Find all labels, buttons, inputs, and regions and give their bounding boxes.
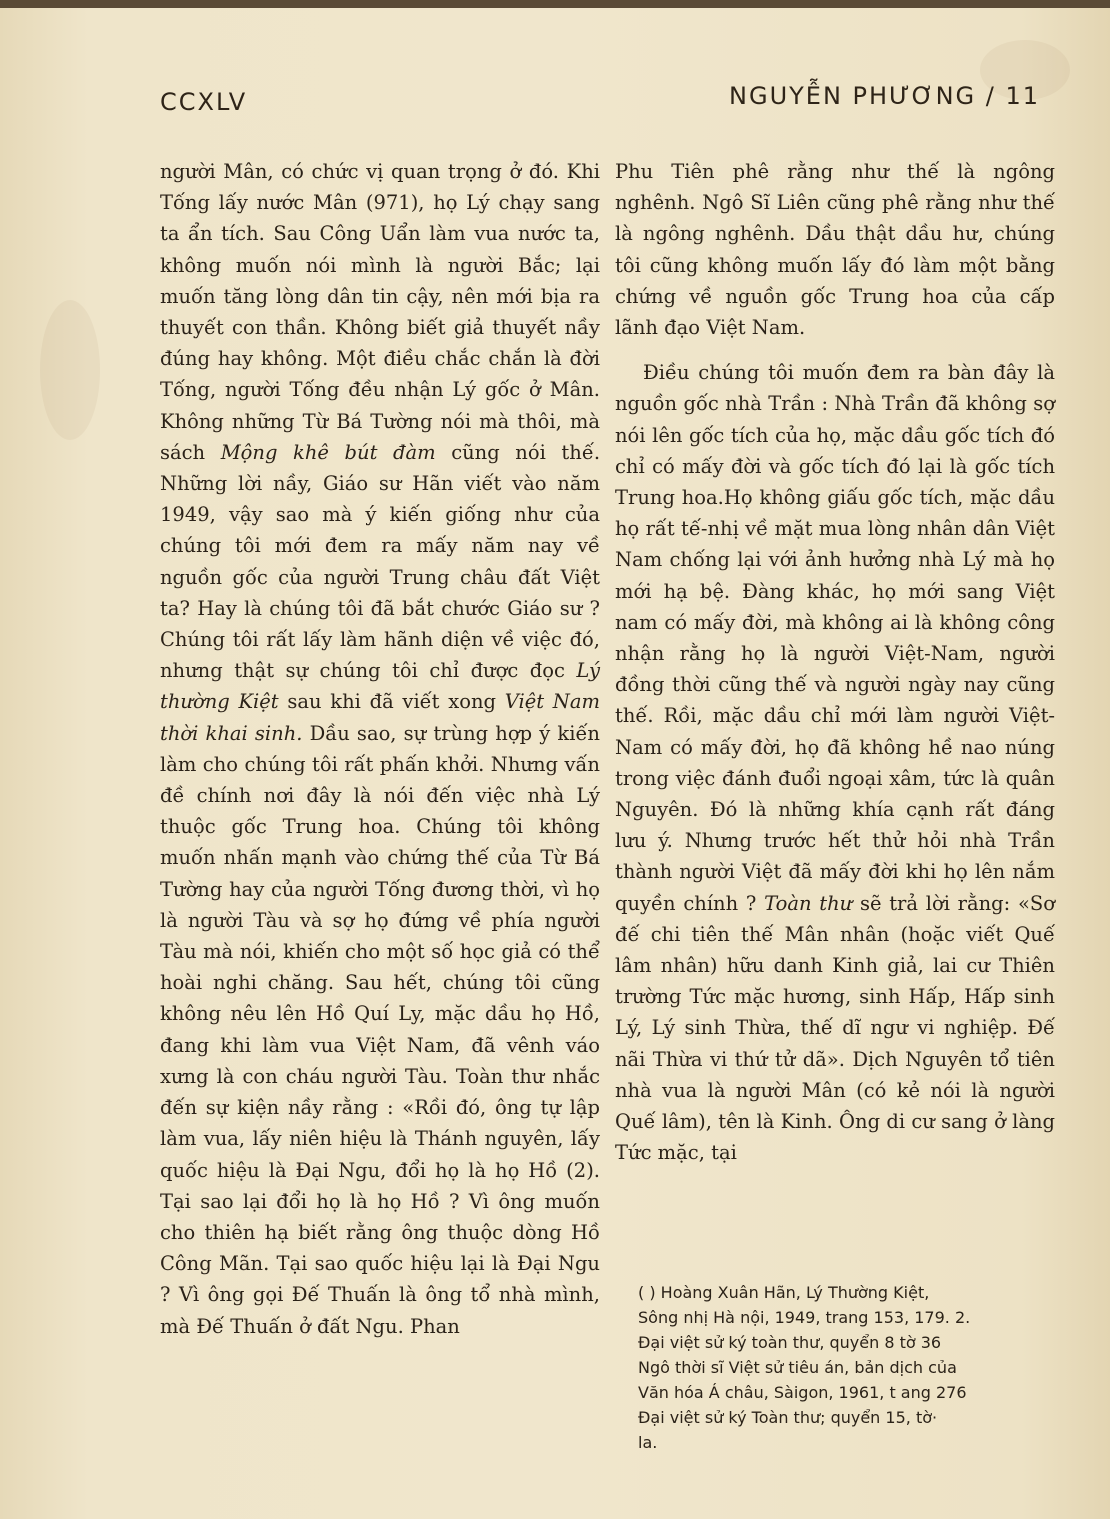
left-paragraph [160,156,600,1342]
footnote-line: la. [638,1433,658,1452]
text-run: sau khi đã viết xong [287,690,497,714]
footnote-line: Đại việt sử ký Toàn thư; quyển 15, tờ· [638,1408,938,1427]
left-column [160,156,600,1356]
book-title: Toàn thư [764,891,853,915]
book-title: Lý thường Kiệt [160,659,600,714]
footnote-line: Ngô thời sĩ Việt sử tiêu án, bản dịch của [638,1358,957,1377]
right-column [615,156,1055,1183]
running-header: NGUYỄN PHƯƠNG / 11 [729,82,1040,110]
book-title: Mộng khê bút đàm [220,440,436,464]
text-run: người Mân, có chức vị quan trọng ở đó. Khi Tống lấy nước Mân (971), họ Lý chạy sang ta ẩn tích. Sau Công Uẩn làm vua nước ta, không muốn nói mình là người Bắc; lại muốn tăng lòng dân tin cậy, nên mới bịa ra thuyết con thần. Không biết giả thuyết nầy đúng hay không. Một điều chắc chắn là đời Tống, người Tống đều nhận Lý gốc ở Mân. Không những Từ Bá Tường nói mà thôi, mà sách [160,160,600,464]
section-number: CCXLV [160,88,248,116]
footnote-line: ( ) Hoàng Xuân Hãn, Lý Thường Kiệt, [638,1283,930,1302]
text-run: Dầu sao, sự trùng hợp ý kiến làm cho chúng tôi rất phấn khởi. Nhưng vấn đề chính nơi đây là nói đến việc nhà Lý thuộc gốc Trung hoa. Chúng tôi không muốn nhấn mạnh vào chứng thế của Từ Bá Tường hay của người Tống đương thời, vì họ là người Tàu và sợ họ đứng về phía người Tàu mà nói, khiến cho một số học giả có thể hoài nghi chăng. Sau hết, chúng tôi cũng không nêu lên Hồ Quí Ly, mặc dầu họ Hồ, đang khi làm vua Việt Nam, đã vênh váo xưng là con cháu người Tàu. Toàn thư nhắc đến sự kiện nầy rằng : «Rồi đó, ông tự lập làm vua, lấy niên hiệu là Thánh nguyên, lấy quốc hiệu là Đại Ngu, đổi họ là họ Hồ (2). Tại sao lại đổi họ là họ Hồ ? Vì ông muốn cho thiên hạ biết rằng ông thuộc dòng Hồ Công Mãn. Tại sao quốc hiệu lại là Đại Ngu ? Vì ông gọi Đế Thuấn là ông tổ nhà mình, mà Đế Thuấn ở đất Ngu. Phan [160,721,600,1338]
footnotes [638,1280,1063,1455]
text-run: cũng nói thế. Những lời nầy, Giáo sư Hãn viết vào năm 1949, vậy sao mà ý kiến giống như của chúng tôi mới đem ra mấy năm nay về nguồn gốc của người Trung châu đất Việt ta? Hay là chúng tôi đã bắt chước Giáo sư ? Chúng tôi rất lấy làm hãnh diện về việc đó, nhưng thật sự chúng tôi chỉ được đọc [160,440,601,683]
footnote-line: Đại việt sử ký toàn thư, quyển 8 tờ 36 [638,1333,942,1352]
right-paragraph-1: Phu Tiên phê rằng như thế là ngông nghênh. Ngô Sĩ Liên cũng phê rằng như thế là ngông nghênh. Dầu thật dầu hư, chúng tôi cũng không muốn lấy đó làm một bằng chứng về nguồn gốc Trung hoa của cấp lãnh đạo Việt Nam. [615,160,1055,340]
right-paragraph-2 [615,357,1055,1168]
book-title: Việt Nam thời khai sinh. [160,690,600,745]
top-edge-rule [0,0,1110,8]
footnote-line: Văn hóa Á châu, Sàigon, 1961, t ang 276 [638,1383,967,1402]
text-run: sẽ trả lời rằng: «Sơ đế chi tiên thế Mân nhân (hoặc viết Quế lâm nhân) hữu danh Kinh giả, lai cư Thiên trường Tức mặc hương, sinh Hấp, Hấp sinh Lý, Lý sinh Thừa, thế dĩ ngư vi nghiệp. Đế nãi Thừa vi thứ tử dã». Dịch Nguyên tổ tiên nhà vua là người Mân (có kẻ nói là người Quế lâm), tên là Kinh. Ông di cư sang ở làng Tức mặc, tại [615,891,1055,1165]
paper-stain [40,300,100,440]
footnote-line: Sông nhị Hà nội, 1949, trang 153, 179. 2. [638,1308,971,1327]
text-run: Điều chúng tôi muốn đem ra bàn đây là nguồn gốc nhà Trần : Nhà Trần đã không sợ nói lên gốc tích của họ, mặc dầu gốc tích đó chỉ có mấy đời và gốc tích đó lại là gốc tích Trung hoa.Họ không giấu gốc tích, mặc dầu họ rất tế-nhị về mặt mua lòng nhân dân Việt Nam chống lại với ảnh hưởng nhà Lý mà họ mới hạ bệ. Đàng khác, họ mới sang Việt nam có mấy đời, mà không ai là không công nhận rằng họ là người Việt-Nam, người đồng thời cũng thế và người ngày nay cũng thế. Rồi, mặc dầu chỉ mới làm người Việt-Nam có mấy đời, họ đã không hề nao núng trong việc đánh đuổi ngoại xâm, tức là quân Nguyên. Đó là những khía cạnh rất đáng lưu ý. Nhưng trước hết thử hỏi nhà Trần thành người Việt đã mấy đời khi họ lên nắm quyền chính ? [615,361,1055,915]
